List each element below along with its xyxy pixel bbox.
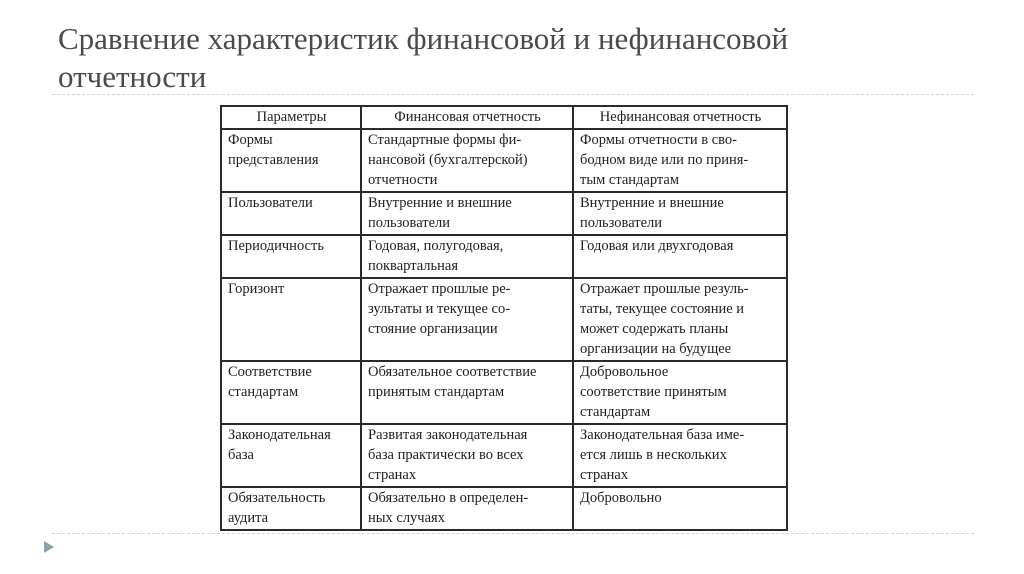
table-row <box>221 278 787 361</box>
table-cell-financial: Обязательное соответствие принятым стандартам <box>361 361 573 424</box>
table-cell-financial: Стандартные формы фи- нансовой (бухгалтерской) отчетности <box>361 129 573 192</box>
table-cell-parameter: Формы представления <box>221 129 361 192</box>
column-header-nonfinancial: Нефинансовая отчетность <box>573 106 787 129</box>
table-row <box>221 129 787 192</box>
table-cell-parameter: Пользователи <box>221 192 361 235</box>
column-header-financial: Финансовая отчетность <box>361 106 573 129</box>
table-row <box>221 192 787 235</box>
table-header-row <box>221 106 787 129</box>
table-row <box>221 487 787 530</box>
table-cell-nonfinancial: Добровольное соответствие принятым стандартам <box>573 361 787 424</box>
table-cell-financial: Внутренние и внешние пользователи <box>361 192 573 235</box>
table-cell-nonfinancial: Законодательная база име- ется лишь в нескольких странах <box>573 424 787 487</box>
comparison-table <box>220 105 788 531</box>
slide-title: Сравнение характеристик финансовой и нефинансовой отчетности <box>58 21 789 94</box>
table-cell-nonfinancial: Формы отчетности в сво- бодном виде или по приня- тым стандартам <box>573 129 787 192</box>
table-cell-nonfinancial: Отражает прошлые резуль- таты, текущее состояние и может содержать планы организации на будущее <box>573 278 787 361</box>
table-cell-nonfinancial: Внутренние и внешние пользователи <box>573 192 787 235</box>
table-cell-parameter: Обязательность аудита <box>221 487 361 530</box>
column-header-parameters: Параметры <box>221 106 361 129</box>
table-cell-parameter: Горизонт <box>221 278 361 361</box>
table-cell-financial: Годовая, полугодовая, поквартальная <box>361 235 573 278</box>
table-row <box>221 235 787 278</box>
table-cell-financial: Отражает прошлые ре- зультаты и текущее со- стояние организации <box>361 278 573 361</box>
table-cell-parameter: Периодичность <box>221 235 361 278</box>
table-cell-nonfinancial: Годовая или двухгодовая <box>573 235 787 278</box>
table-row <box>221 424 787 487</box>
next-slide-arrow-icon[interactable] <box>44 541 54 553</box>
table-row <box>221 361 787 424</box>
table-cell-financial: Обязательно в определен- ных случаях <box>361 487 573 530</box>
table-cell-parameter: Соответствие стандартам <box>221 361 361 424</box>
title-divider <box>52 94 974 95</box>
footer-divider <box>52 533 974 534</box>
table-cell-financial: Развитая законодательная база практически во всех странах <box>361 424 573 487</box>
table-cell-parameter: Законодательная база <box>221 424 361 487</box>
table-cell-nonfinancial: Добровольно <box>573 487 787 530</box>
